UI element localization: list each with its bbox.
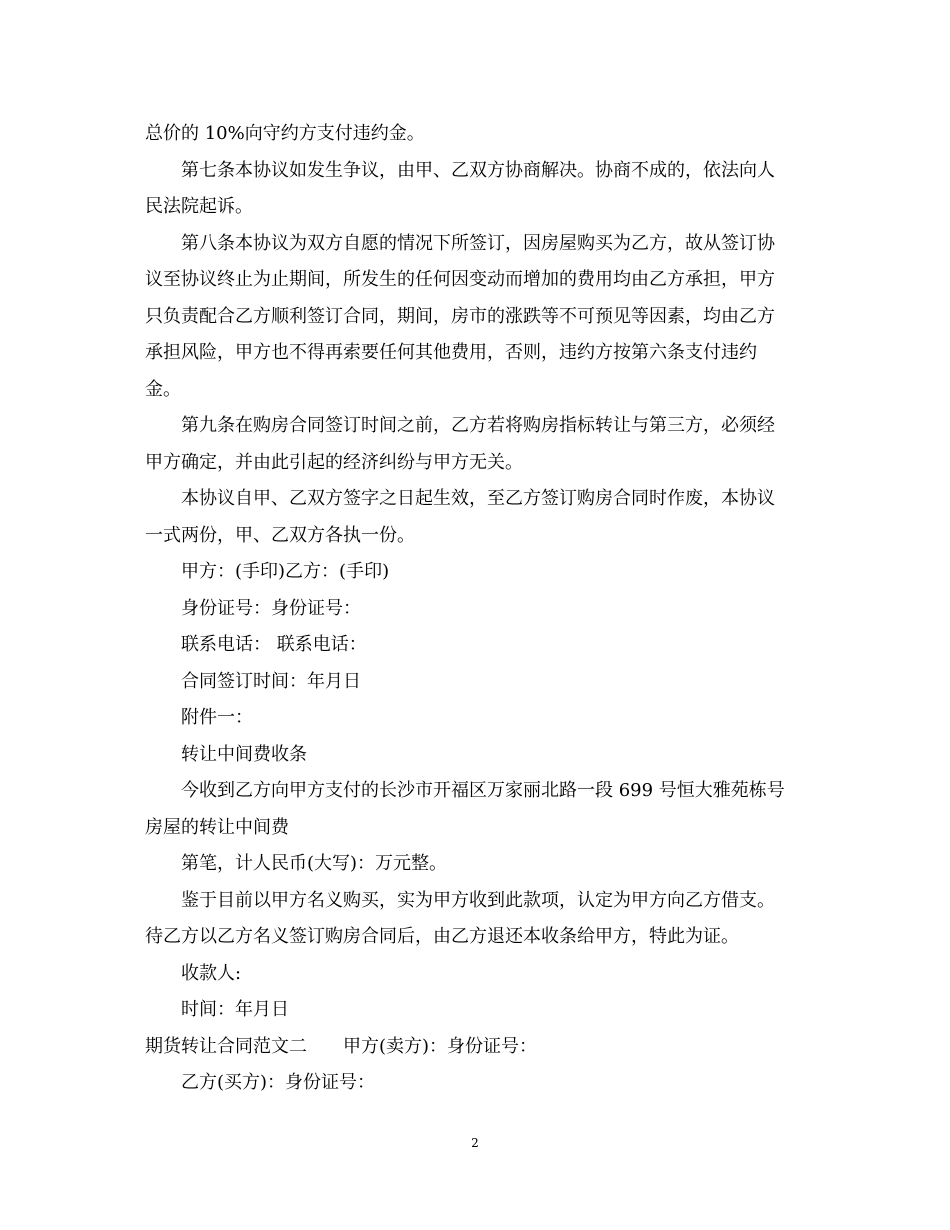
text-line: 联系电话： 联系电话： — [181, 634, 367, 655]
text-line: 合同签订时间：年月日 — [181, 670, 361, 692]
text-line: 甲方：(手印)乙方：(手印) — [181, 561, 390, 582]
text-line: 转让中间费收条 — [181, 743, 307, 765]
text-line: 甲方确定，并由此引起的经济纠纷与甲方无关。 — [145, 451, 523, 473]
text-line — [145, 1029, 805, 1066]
text-line: 金。 — [145, 378, 181, 400]
text-line: 收款人: — [181, 962, 242, 984]
text-segment: 甲方(卖方)：身份证号： — [343, 1035, 538, 1057]
text-line: 附件一： — [181, 707, 253, 728]
text-line: 身份证号：身份证号： — [181, 597, 361, 619]
text-line: 房屋的转让中间费 — [145, 816, 289, 838]
text-line: 本协议自甲、乙双方签字之日起生效，至乙方签订购房合同时作废，本协议 — [181, 488, 775, 509]
page-number: 2 — [471, 1136, 479, 1150]
text-line: 待乙方以乙方名义签订购房合同后，由乙方退还本收条给甲方，特此为证。 — [145, 926, 739, 947]
text-line: 承担风险，甲方也不得再索要任何其他费用，否则，违约方按第六条支付违约 — [145, 342, 757, 363]
text-line: 第七条本协议如发生争议，由甲、乙双方协商解决。协商不成的，依法向人 — [181, 159, 775, 181]
section-heading: 期货转让合同范文二 — [145, 1035, 307, 1057]
text-line: 一式两份，甲、乙双方各执一份。 — [145, 524, 415, 546]
text-line: 今收到乙方向甲方支付的长沙市开福区万家丽北路一段 699 号恒大雅苑栋号 — [181, 780, 785, 801]
text-line: 总价的 10%向守约方支付违约金。 — [145, 123, 425, 144]
text-line: 乙方(买方)：身份证号： — [181, 1072, 376, 1093]
text-line: 议至协议终止为止期间，所发生的任何因变动而增加的费用均由乙方承担，甲方 — [145, 269, 775, 290]
document-body — [145, 116, 805, 1102]
text-line: 第九条在购房合同签订时间之前，乙方若将购房指标转让与第三方，必须经 — [181, 415, 775, 436]
text-line: 第八条本协议为双方自愿的情况下所签订，因房屋购买为乙方，故从签订协 — [181, 232, 775, 254]
text-line: 时间：年月日 — [181, 999, 289, 1020]
text-line: 只负责配合乙方顺利签订合同，期间，房市的涨跌等不可预见等因素，均由乙方 — [145, 305, 775, 327]
text-line: 民法院起诉。 — [145, 196, 253, 217]
text-line: 鉴于目前以甲方名义购买，实为甲方收到此款项，认定为甲方向乙方借支。 — [181, 889, 775, 911]
text-line: 第笔，计人民币(大写)：万元整。 — [181, 853, 448, 874]
